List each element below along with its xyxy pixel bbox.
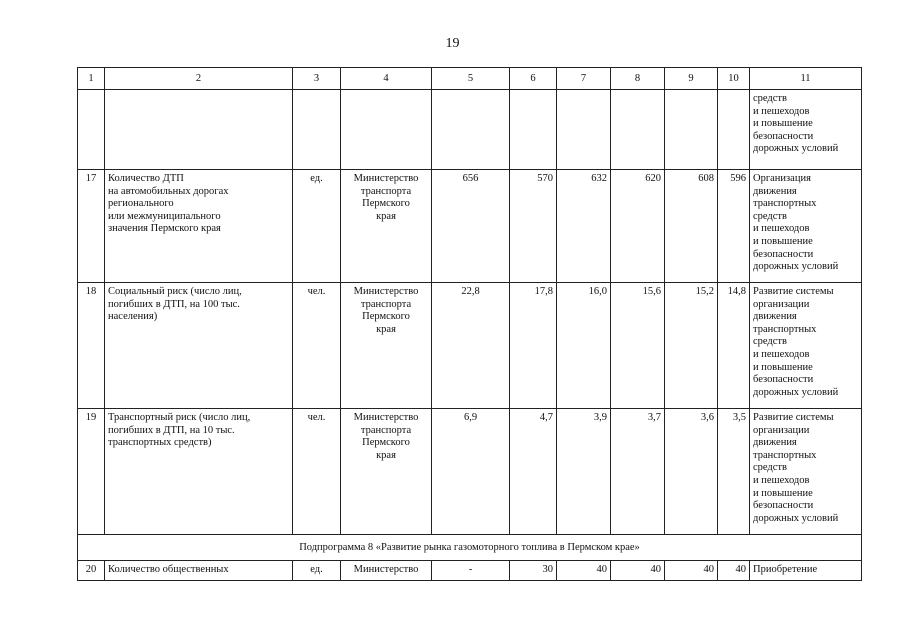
owner-cell (341, 170, 432, 283)
cell-empty (665, 90, 718, 170)
owner-cell (341, 409, 432, 535)
text-line: Министерство (353, 173, 419, 184)
text-line: транспортных (753, 449, 817, 461)
column-header: 8 (611, 68, 665, 90)
value-cell: 40 (611, 561, 665, 581)
cell-empty (510, 90, 557, 170)
value-cell: 40 (557, 561, 611, 581)
text-line: Развитие системы (753, 412, 834, 423)
indicator-name-cell (105, 409, 293, 535)
text-line: и повышение (753, 235, 813, 247)
value-cell: 632 (557, 170, 611, 283)
value-cell: 40 (718, 561, 750, 581)
text-line: на автомобильных дорогах (108, 185, 229, 197)
text-line: средств (753, 93, 787, 104)
text-line: погибших в ДТП, на 100 тыс. (108, 298, 240, 310)
unit-cell: чел. (293, 409, 341, 535)
measure-cell (750, 170, 862, 283)
text-line: края (376, 323, 396, 335)
text-line: и пешеходов (753, 348, 810, 360)
text-line: дорожных условий (753, 143, 839, 155)
text-line: движения (753, 311, 797, 323)
text-line: средств (753, 210, 787, 222)
text-line: и пешеходов (753, 105, 810, 117)
cell-empty (78, 90, 105, 170)
unit-cell: чел. (293, 283, 341, 409)
table-row (78, 561, 862, 581)
text-line: движения (753, 185, 797, 197)
text-line: края (376, 210, 396, 222)
subprogram-row (78, 535, 862, 561)
text-line: и повышение (753, 361, 813, 373)
text-line: организации (753, 298, 810, 310)
cell-empty (293, 90, 341, 170)
column-header: 1 (78, 68, 105, 90)
text-line: безопасности (753, 130, 814, 142)
page-number: 19 (445, 36, 460, 51)
text-line: Организация (753, 173, 811, 184)
text-line: средств (753, 462, 787, 474)
value-cell: 608 (665, 170, 718, 283)
cell-empty (611, 90, 665, 170)
column-header: 11 (750, 68, 862, 90)
text-line: и повышение (753, 487, 813, 499)
table-row (78, 283, 862, 409)
cell-empty (718, 90, 750, 170)
text-line: населения) (108, 311, 158, 323)
measure-cell (750, 283, 862, 409)
value-cell: 30 (510, 561, 557, 581)
indicator-name-cell: Количество общественных (105, 561, 293, 581)
value-cell: 16,0 (557, 283, 611, 409)
text-line: Пермского (362, 198, 410, 210)
text-line: значения Пермского края (108, 223, 221, 235)
value-cell: 22,8 (432, 283, 510, 409)
column-header: 7 (557, 68, 611, 90)
value-cell: 15,2 (665, 283, 718, 409)
text-line: безопасности (753, 374, 814, 386)
unit-cell: ед. (293, 561, 341, 581)
value-cell: 6,9 (432, 409, 510, 535)
text-line: безопасности (753, 248, 814, 260)
row-number: 18 (78, 283, 105, 409)
indicator-name-cell (105, 283, 293, 409)
text-line: безопасности (753, 500, 814, 512)
text-line: Количество ДТП (108, 173, 184, 184)
value-cell: - (432, 561, 510, 581)
subprogram-title: Подпрограмма 8 «Развитие рынка газомоторного топлива в Пермском крае» (78, 535, 862, 561)
table-row-continued (78, 90, 862, 170)
text-line: транспортных (753, 323, 817, 335)
measure-cell (750, 90, 862, 170)
column-header: 4 (341, 68, 432, 90)
text-line: средств (753, 336, 787, 348)
text-line: Социальный риск (число лиц, (108, 286, 242, 297)
value-cell: 3,7 (611, 409, 665, 535)
value-cell: 570 (510, 170, 557, 283)
value-cell: 620 (611, 170, 665, 283)
value-cell: 4,7 (510, 409, 557, 535)
value-cell: 3,6 (665, 409, 718, 535)
cell-empty (341, 90, 432, 170)
text-line: и пешеходов (753, 474, 810, 486)
text-line: транспортных (753, 198, 817, 210)
measure-cell: Приобретение (750, 561, 862, 581)
row-number: 19 (78, 409, 105, 535)
text-line: и пешеходов (753, 223, 810, 235)
text-line: движения (753, 437, 797, 449)
unit-cell: ед. (293, 170, 341, 283)
value-cell: 14,8 (718, 283, 750, 409)
text-line: Транспортный риск (число лиц, (108, 412, 251, 423)
text-line: транспорта (360, 185, 412, 197)
table-row (78, 409, 862, 535)
text-line: транспортных средств) (108, 437, 212, 449)
owner-cell (341, 283, 432, 409)
text-line: транспорта (360, 424, 412, 436)
table-row (78, 170, 862, 283)
value-cell: 40 (665, 561, 718, 581)
text-line: Развитие системы (753, 286, 834, 297)
column-header: 3 (293, 68, 341, 90)
text-line: Министерство (353, 286, 419, 297)
value-cell: 3,5 (718, 409, 750, 535)
cell-empty (557, 90, 611, 170)
value-cell: 656 (432, 170, 510, 283)
text-line: дорожных условий (753, 386, 839, 398)
text-line: организации (753, 424, 810, 436)
value-cell: 17,8 (510, 283, 557, 409)
text-line: погибших в ДТП, на 10 тыс. (108, 424, 235, 436)
text-line: дорожных условий (753, 512, 839, 524)
column-header: 10 (718, 68, 750, 90)
measure-cell (750, 409, 862, 535)
owner-cell: Министерство (341, 561, 432, 581)
column-header: 2 (105, 68, 293, 90)
cell-empty (105, 90, 293, 170)
text-line: Пермского (362, 437, 410, 449)
cell-empty (432, 90, 510, 170)
text-line: или межмуниципального (108, 210, 221, 222)
column-header: 5 (432, 68, 510, 90)
column-number-row (78, 68, 862, 90)
value-cell: 596 (718, 170, 750, 283)
text-line: транспорта (360, 298, 412, 310)
column-header: 9 (665, 68, 718, 90)
text-line: дорожных условий (753, 261, 839, 273)
row-number: 17 (78, 170, 105, 283)
text-line: и повышение (753, 118, 813, 130)
value-cell: 3,9 (557, 409, 611, 535)
text-line: Министерство (353, 412, 419, 423)
text-line: края (376, 449, 396, 461)
column-header: 6 (510, 68, 557, 90)
row-number: 20 (78, 561, 105, 581)
indicator-table (77, 67, 862, 581)
indicator-name-cell (105, 170, 293, 283)
text-line: регионального (108, 198, 174, 210)
text-line: Пермского (362, 311, 410, 323)
value-cell: 15,6 (611, 283, 665, 409)
